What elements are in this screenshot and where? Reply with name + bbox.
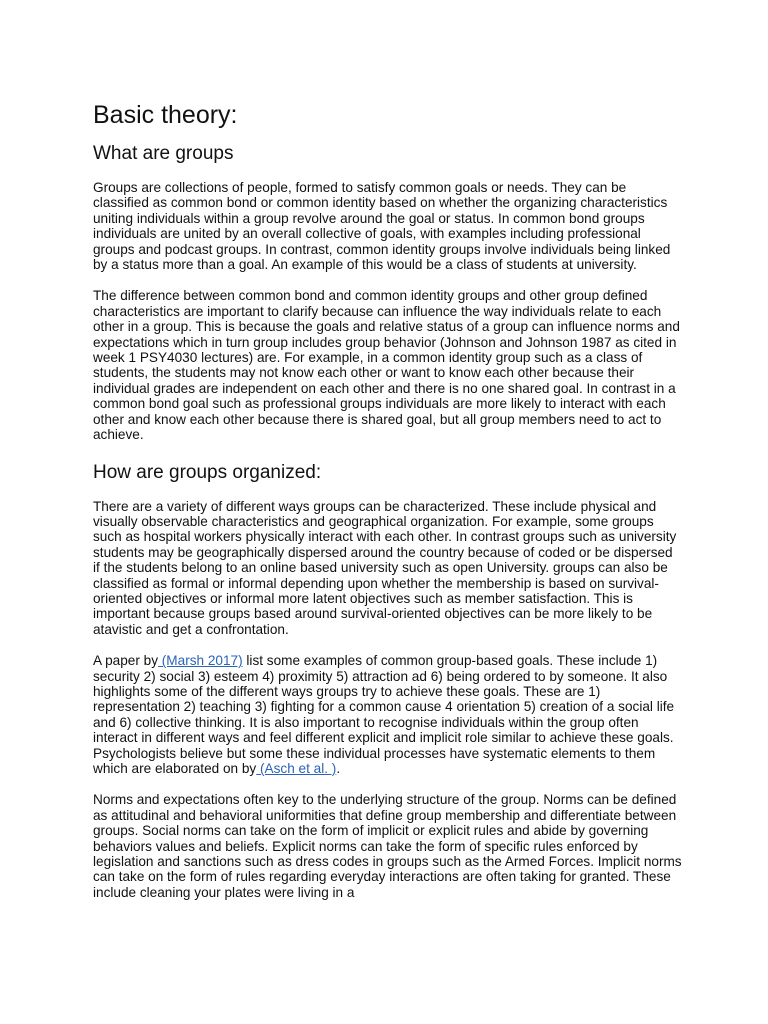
paragraph-with-citations [93,653,683,776]
paragraph-text: list some examples of common group-based goals. These include 1) security 2) social 3) esteem 4) proximity 5) attraction ad 6) being ordered to by someone. It also highlights some of the different ways groups try to achieve these goals. These are 1) representation 2) teaching 3) fighting for a common cause 4 orientation 5) creation of a social life and 6) collective thinking. It is also important to recognise individuals within the group often interact in different ways and feel different explicit and implicit role similar to achieve these goals. Psychologists believe but some these individual processes have systematic elements to them which are elaborated on by [93,653,675,776]
paragraph: Norms and expectations often key to the underlying structure of the group. Norms can be defined as attitudinal and behavioral uniformities that define group membership and differentiate between groups. Social norms can take on the form of implicit or explicit rules and abide by governing behaviors values and beliefs. Explicit norms can take the form of specific rules enforced by legislation and sanctions such as dress codes in groups such as the Armed Forces. Implicit norms can take on the form of rules regarding everyday interactions are often taking for granted. These include cleaning your plates were living in a [93,792,682,900]
citation-link-asch[interactable]: (Asch et al. ) [256,761,337,776]
citation-link-marsh[interactable]: (Marsh 2017) [158,653,243,669]
section-heading-what-are-groups: What are groups [93,143,234,164]
paragraph-text: A paper by [93,653,158,669]
document-title: Basic theory: [93,101,238,129]
paragraph-text: . [336,761,341,776]
paragraph: The difference between common bond and common identity groups and other group defined characteristics are important to clarify because can influence the way individuals relate to each other in a group. This is because the goals and relative status of a group can influence norms and expectations which in turn group includes group behavior (Johnson and Johnson 1987 as cited in week 1 PSY4030 lectures) are. For example, in a common identity group such as a class of students, the students may not know each other or want to know each other because their individual grades are independent on each other and there is no one shared goal. In contrast in a common bond goal such as professional groups individuals are more likely to interact with each other and know each other because there is shared goal, but all group members need to act to achieve. [93,288,680,443]
section-heading-how-are-groups-organized: How are groups organized: [93,461,322,483]
paragraph: Groups are collections of people, formed to satisfy common goals or needs. They can be classified as common bond or common identity based on whether the organizing characteristics uniting individuals within a group revolve around the goal or status. In common bond groups individuals are united by an overall collective of goals, with examples including professional groups and podcast groups. In contrast, common identity groups involve individuals being linked by a status more than a goal. An example of this would be a class of students at university. [93,180,671,273]
paragraph: There are a variety of different ways groups can be characterized. These include physical and visually observable characteristics and geographical organization. For example, some groups such as hospital workers physically interact with each other. In contrast groups such as university students may be geographically dispersed around the country because of coded or be dispersed if the students belong to an online based university such as open University. groups can also be classified as formal or informal depending upon whether the membership is based on survival-oriented objectives or informal more latent objectives such as member satisfaction. This is important because groups based around survival-oriented objectives can be more likely to be atavistic and get a confrontation. [93,498,677,637]
document-page [93,100,683,916]
